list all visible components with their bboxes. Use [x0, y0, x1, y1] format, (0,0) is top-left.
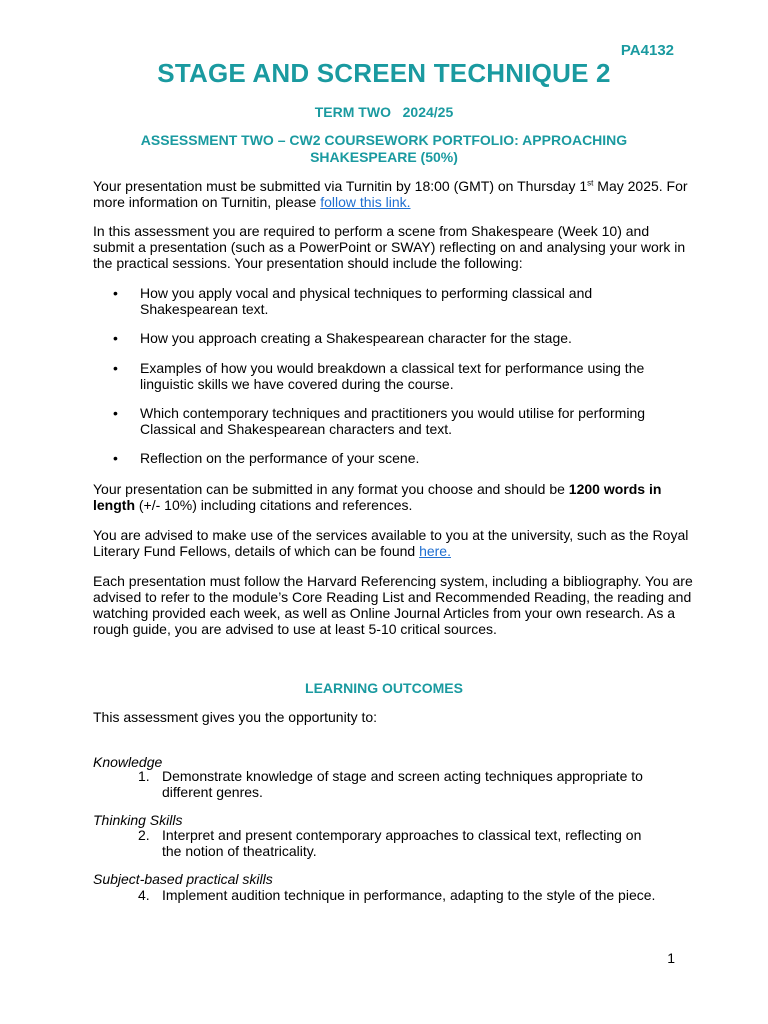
list-item: Reflection on the performance of your scene.	[140, 450, 420, 466]
submission-text-a: Your presentation must be submitted via Turnitin by 18:00 (GMT) on Thursday 1	[93, 178, 588, 194]
list-item: How you approach creating a Shakespearean character for the stage.	[140, 330, 572, 346]
outcome-category: Subject-based practical skills	[93, 871, 273, 887]
page-title: STAGE AND SCREEN TECHNIQUE 2	[157, 58, 611, 88]
list-item: Which contemporary techniques and practitioners you would utilise for performing Classical and Shakespearean characters and text.	[140, 405, 646, 437]
services-text: You are advised to make use of the services available to you at the university, such as the Royal Literary Fund Fellows, details of which can be found	[93, 527, 689, 559]
bullet-icon: •	[113, 330, 118, 346]
assessment-heading: ASSESSMENT TWO – CW2 COURSEWORK PORTFOLIO: APPROACHING SHAKESPEARE (50%)	[140, 132, 628, 165]
list-item: Examples of how you would breakdown a classical text for performance using the linguistic skills we have covered during the course.	[140, 360, 645, 392]
page-number: 1	[667, 950, 675, 966]
format-text-a: Your presentation can be submitted in any format you choose and should be	[93, 481, 569, 497]
bullet-icon: •	[113, 450, 118, 466]
outcome-text: Demonstrate knowledge of stage and screen acting techniques appropriate to different genres.	[162, 768, 643, 800]
outcomes-intro: This assessment gives you the opportunity to:	[93, 709, 378, 725]
turnitin-link[interactable]: follow this link.	[320, 194, 411, 210]
word-count: 1200 words in length	[93, 481, 662, 513]
services-link[interactable]: here.	[419, 543, 451, 559]
submission-paragraph	[93, 178, 693, 210]
format-paragraph	[93, 481, 693, 513]
ordinal-suffix: st	[587, 178, 594, 188]
bullet-icon: •	[113, 285, 118, 301]
services-paragraph	[93, 527, 693, 559]
outcome-text: Interpret and present contemporary approaches to classical text, reflecting on the notion of theatricality.	[162, 827, 642, 859]
bullet-icon: •	[113, 360, 118, 376]
submission-text-b: May 2025. For more information on Turnitin, please	[93, 178, 688, 210]
list-item: How you apply vocal and physical techniques to performing classical and Shakespearean text.	[140, 285, 593, 317]
outcome-number: 2.	[138, 827, 150, 843]
assessment-description: In this assessment you are required to perform a scene from Shakespeare (Week 10) and submit a presentation (such as a PowerPoint or SWAY) reflecting on and analysing your work in the practical sessions. Your presentation should include the following:	[93, 223, 686, 271]
module-code: PA4132	[620, 42, 674, 59]
outcome-number: 1.	[138, 768, 150, 784]
learning-outcomes-heading: LEARNING OUTCOMES	[305, 680, 463, 696]
referencing-paragraph: Each presentation must follow the Harvard Referencing system, including a bibliography. You are advised to refer to the module’s Core Reading List and Recommended Reading, the reading and watching provided each week, as well as Online Journal Articles from your own research. As a rough guide, you are advised to use at least 5-10 critical sources.	[93, 573, 693, 637]
format-text-b: (+/- 10%) including citations and references.	[135, 497, 413, 513]
outcome-category: Knowledge	[93, 754, 163, 770]
bullet-icon: •	[113, 405, 118, 421]
term-label: TERM TWO 2024/25	[314, 104, 454, 120]
outcome-number: 4.	[138, 887, 150, 903]
outcome-text: Implement audition technique in performance, adapting to the style of the piece.	[162, 887, 656, 903]
outcome-category: Thinking Skills	[93, 812, 183, 828]
